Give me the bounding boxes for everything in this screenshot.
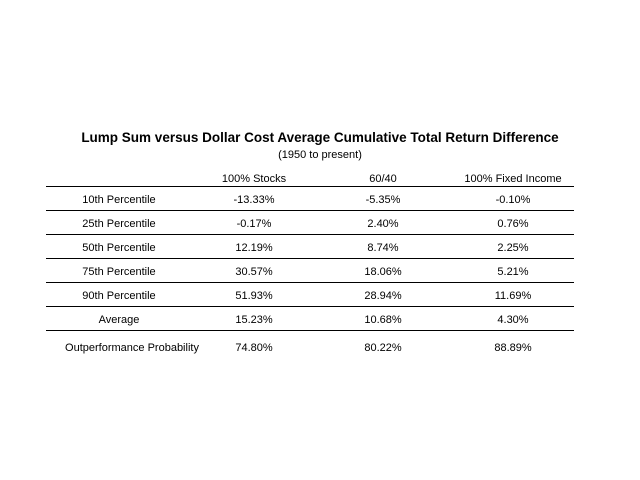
table-subtitle: (1950 to present)	[278, 149, 362, 161]
cell-stocks: 30.57%	[235, 266, 273, 278]
table-row	[46, 235, 574, 259]
row-label: Outperformance Probability	[65, 342, 199, 354]
table-title: Lump Sum versus Dollar Cost Average Cumulative Total Return Difference	[81, 130, 559, 145]
row-label: 50th Percentile	[82, 242, 156, 254]
cell-60-40: 8.74%	[367, 242, 399, 254]
header-cell-fixed-income: 100% Fixed Income	[464, 173, 562, 185]
cell-60-40: 28.94%	[364, 290, 402, 302]
table-row	[46, 259, 574, 283]
cell-60-40: -5.35%	[365, 194, 401, 206]
cell-fixed-income: 2.25%	[497, 242, 529, 254]
table-row	[46, 331, 574, 361]
cell-60-40: 80.22%	[364, 342, 402, 354]
row-label: 10th Percentile	[82, 194, 156, 206]
cell-stocks: 51.93%	[235, 290, 273, 302]
cell-60-40: 18.06%	[364, 266, 402, 278]
cell-stocks: -13.33%	[233, 194, 275, 206]
row-label: 75th Percentile	[82, 266, 156, 278]
cell-fixed-income: 4.30%	[497, 314, 529, 326]
cell-stocks: 15.23%	[235, 314, 273, 326]
cell-fixed-income: 5.21%	[497, 266, 529, 278]
table-row	[46, 211, 574, 235]
row-label: 25th Percentile	[82, 218, 156, 230]
table-row	[46, 187, 574, 211]
table-row	[46, 283, 574, 307]
cell-60-40: 2.40%	[367, 218, 399, 230]
cell-stocks: 74.80%	[235, 342, 273, 354]
row-label: 90th Percentile	[82, 290, 156, 302]
header-cell-stocks: 100% Stocks	[221, 173, 287, 185]
table-row	[46, 307, 574, 331]
table-header-row	[46, 167, 574, 187]
cell-fixed-income: 11.69%	[494, 290, 532, 302]
row-label: Average	[98, 314, 140, 326]
cell-stocks: 12.19%	[235, 242, 273, 254]
header-cell-60-40: 60/40	[369, 173, 397, 185]
cell-fixed-income: 88.89%	[494, 342, 532, 354]
cell-60-40: 10.68%	[364, 314, 402, 326]
return-difference-table	[46, 167, 574, 361]
cell-fixed-income: -0.10%	[495, 194, 531, 206]
cell-stocks: -0.17%	[236, 218, 272, 230]
cell-fixed-income: 0.76%	[497, 218, 529, 230]
